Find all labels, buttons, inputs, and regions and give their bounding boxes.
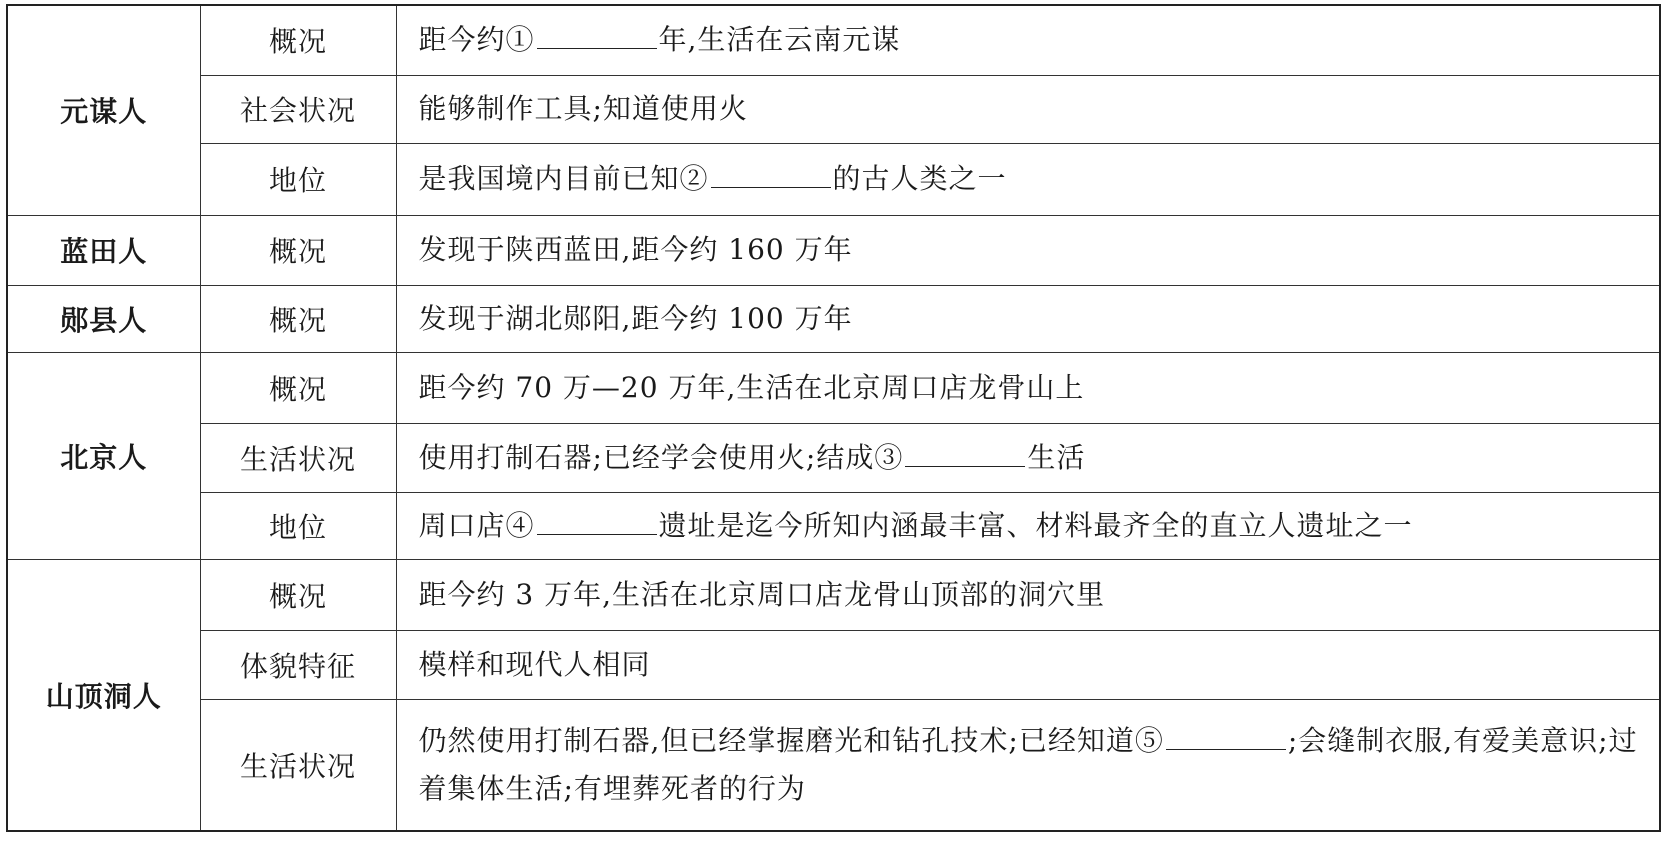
table-row <box>7 630 1660 699</box>
content-text: 模样和现代人相同 <box>418 647 651 681</box>
content-cell <box>396 699 1660 831</box>
aspect-cell: 生活状况 <box>200 423 396 492</box>
content-cell <box>396 423 1660 492</box>
content-text: 的古人类之一 <box>832 162 1007 196</box>
aspect-cell: 概况 <box>200 5 396 75</box>
content-text: 使用打制石器;已经学会使用火;结成③ <box>418 440 904 474</box>
answer-blank-1[interactable] <box>537 18 657 49</box>
table-row <box>7 5 1660 75</box>
table-row <box>7 75 1660 143</box>
content-cell <box>396 5 1660 75</box>
group-cell-shandingdong: 山顶洞人 <box>7 559 200 831</box>
table-row <box>7 143 1660 215</box>
table-row <box>7 699 1660 831</box>
content-text: 是我国境内目前已知② <box>418 162 709 196</box>
aspect-cell: 社会状况 <box>200 75 396 143</box>
answer-blank-3[interactable] <box>905 436 1025 467</box>
content-text: 周口店④ <box>418 508 535 542</box>
aspect-cell: 地位 <box>200 143 396 215</box>
group-cell-lantian: 蓝田人 <box>7 215 200 285</box>
answer-blank-2[interactable] <box>711 157 831 188</box>
group-cell-yuanmou: 元谋人 <box>7 5 200 215</box>
content-text: 年,生活在云南元谋 <box>658 23 901 57</box>
content-cell <box>396 75 1660 143</box>
content-text: 能够制作工具;知道使用火 <box>418 92 748 126</box>
table-row <box>7 559 1660 630</box>
content-cell <box>396 559 1660 630</box>
aspect-cell: 概况 <box>200 215 396 285</box>
aspect-cell: 生活状况 <box>200 699 396 831</box>
table-row <box>7 215 1660 285</box>
table-row <box>7 492 1660 559</box>
content-text: 发现于陕西蓝田,距今约 160 万年 <box>418 233 853 267</box>
content-text: 生活 <box>1027 440 1086 474</box>
content-cell <box>396 215 1660 285</box>
content-text: 距今约① <box>418 23 535 57</box>
answer-blank-4[interactable] <box>537 504 657 535</box>
content-cell <box>396 143 1660 215</box>
aspect-cell: 地位 <box>200 492 396 559</box>
early-humans-table <box>6 4 1661 832</box>
aspect-cell: 概况 <box>200 559 396 630</box>
answer-blank-5[interactable] <box>1166 719 1286 750</box>
content-text: 距今约 3 万年,生活在北京周口店龙骨山顶部的洞穴里 <box>418 577 1106 611</box>
content-text: ;会缝制衣服,有爱美意识;过着集体生活;有埋葬死者的行为 <box>418 723 1638 805</box>
content-text: 仍然使用打制石器,但已经掌握磨光和钻孔技术;已经知道⑤ <box>418 723 1164 757</box>
content-cell <box>396 352 1660 423</box>
content-cell <box>396 492 1660 559</box>
group-cell-beijing: 北京人 <box>7 352 200 559</box>
content-cell <box>396 285 1660 352</box>
aspect-cell: 概况 <box>200 352 396 423</box>
content-cell <box>396 630 1660 699</box>
content-text: 发现于湖北郧阳,距今约 100 万年 <box>418 301 853 335</box>
aspect-cell: 概况 <box>200 285 396 352</box>
table-row <box>7 285 1660 352</box>
content-text: 距今约 70 万—20 万年,生活在北京周口店龙骨山上 <box>418 370 1085 404</box>
table-row <box>7 423 1660 492</box>
group-cell-yunxian: 郧县人 <box>7 285 200 352</box>
content-text: 遗址是迄今所知内涵最丰富、材料最齐全的直立人遗址之一 <box>658 508 1413 542</box>
table-row <box>7 352 1660 423</box>
aspect-cell: 体貌特征 <box>200 630 396 699</box>
